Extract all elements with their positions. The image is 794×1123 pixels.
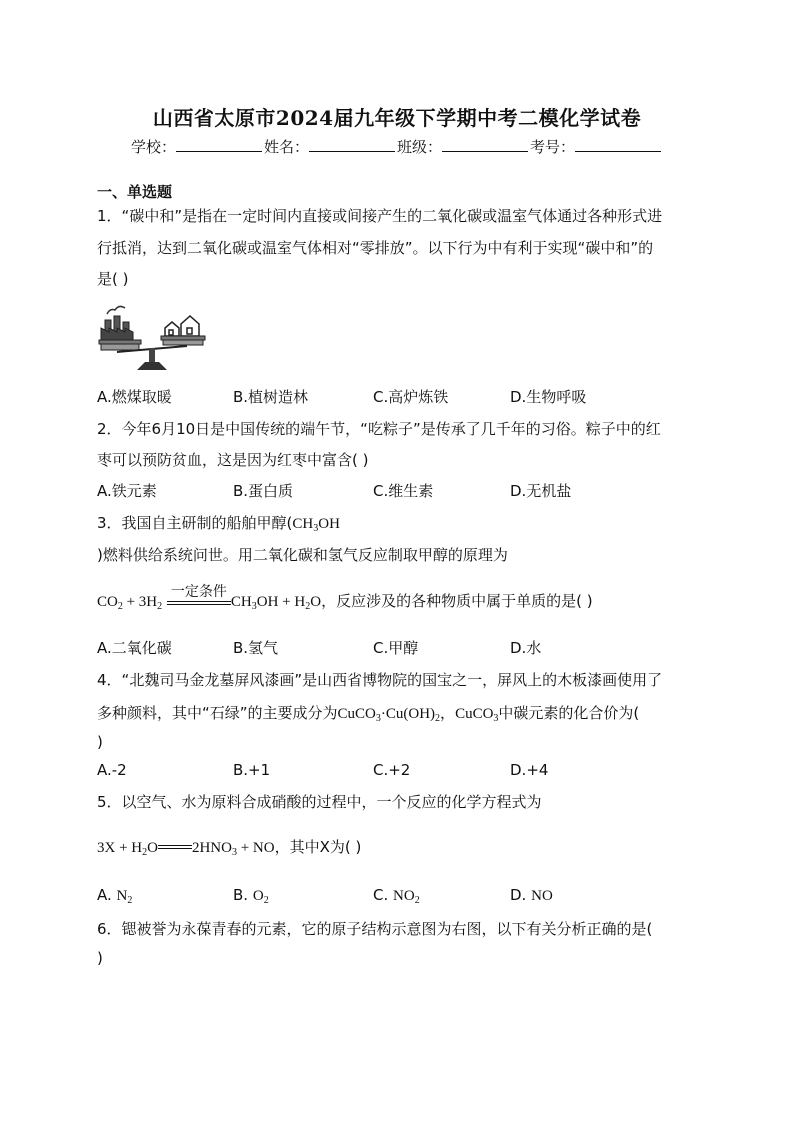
q1-option-d[interactable]: D.生物呼吸 xyxy=(510,388,587,406)
house-icon xyxy=(165,316,199,336)
q5-option-d-formula: NO xyxy=(531,888,553,904)
q1-line-2: 行抵消，达到二氧化碳或温室气体相对“零排放”。以下行为中有利于实现“碳中和”的 xyxy=(97,239,654,257)
reaction-condition: 一定条件 xyxy=(170,583,227,600)
reaction-arrow xyxy=(167,583,231,609)
q2-option-c[interactable]: C.维生素 xyxy=(373,482,434,500)
q4-option-c[interactable]: C.+2 xyxy=(373,761,411,779)
malachite-formula: $CuCO_3\cdot Cu(OH)_2$ xyxy=(337,706,441,724)
q1-line-1: 1．“碳中和”是指在一定时间内直接或间接产生的二氧化碳或温室气体通过各种形式进 xyxy=(97,207,663,225)
school-label: 学校： xyxy=(130,138,176,156)
q3-equation-line xyxy=(97,583,593,612)
q2-option-d[interactable]: D.无机盐 xyxy=(510,482,572,500)
q5-option-c-label: C. xyxy=(373,886,389,904)
class-blank[interactable] xyxy=(442,137,528,152)
q5-option-d-label: D. xyxy=(510,886,527,904)
school-blank[interactable] xyxy=(176,137,262,152)
q5-reactants: $3X + H_2O$ xyxy=(97,840,158,858)
q1-option-c[interactable]: C.高炉炼铁 xyxy=(373,388,449,406)
equation-sign xyxy=(158,843,192,853)
q2-line-2: 枣可以预防贫血，这是因为红枣中富含( ) xyxy=(97,451,369,469)
q5-option-a[interactable] xyxy=(97,886,132,905)
q3-option-a[interactable]: A.二氧化碳 xyxy=(97,639,172,657)
section-heading: 一、单选题 xyxy=(97,183,173,201)
q5-option-b-formula: $O_2$ xyxy=(252,888,269,906)
q1-option-b[interactable]: B.植树造林 xyxy=(233,388,309,406)
q2-option-b[interactable]: B.蛋白质 xyxy=(233,482,294,500)
q5-tail: ，其中X为( ) xyxy=(274,838,362,856)
q2-line-1: 2．今年6月10日是中国传统的端午节，“吃粽子”是传承了几千年的习俗。粽子中的红 xyxy=(97,420,661,438)
q4-comma: ， xyxy=(440,704,456,722)
page-title: 山西省太原市2024届九年级下学期中考二模化学试卷 xyxy=(152,106,642,130)
q5-equation-line xyxy=(97,836,361,857)
q4-line-1: 4．“北魏司马金龙墓屏风漆画”是山西省博物院的国宝之一，屏风上的木板漆画使用了 xyxy=(97,671,663,689)
q3-line-2: )燃料供给系统问世。用二氧化碳和氢气反应制取甲醇的原理为 xyxy=(97,546,508,564)
number-label: 考号： xyxy=(530,138,576,156)
q3-option-d[interactable]: D.水 xyxy=(510,639,542,657)
q5-option-d[interactable] xyxy=(510,886,553,905)
q3-tail: ，反应涉及的各种物质中属于单质的是( ) xyxy=(321,592,593,610)
methanol-formula: $CH_3OH$ xyxy=(292,516,340,534)
class-label: 班级： xyxy=(397,138,443,156)
q5-option-b-label: B. xyxy=(233,886,249,904)
q3-reactants: $CO_2 + 3H_2$ xyxy=(97,594,163,612)
factory-icon xyxy=(101,306,133,340)
q4-line-2-tail: 中碳元素的化合价为( xyxy=(498,704,640,722)
q3-line-1-text: 3．我国自主研制的船舶甲醇( xyxy=(97,514,293,532)
name-label: 姓名： xyxy=(263,138,309,156)
q4-line-3: ) xyxy=(97,733,103,751)
q3-option-c[interactable]: C.甲醇 xyxy=(373,639,419,657)
q6-line-2: ) xyxy=(97,949,103,967)
q5-line-1: 5．以空气、水为原料合成硝酸的过程中，一个反应的化学方程式为 xyxy=(97,793,542,811)
q6-line-1: 6．锶被誉为永葆青春的元素，它的原子结构示意图为右图，以下有关分析正确的是( xyxy=(97,920,653,938)
q2-option-a[interactable]: A.铁元素 xyxy=(97,482,157,500)
q4-option-b[interactable]: B.+1 xyxy=(233,761,271,779)
q3-products: $CH_3OH + H_2O$ xyxy=(230,594,322,612)
q1-option-a[interactable]: A.燃煤取暖 xyxy=(97,388,172,406)
q5-option-a-formula: $N_2$ xyxy=(116,888,133,906)
q3-option-b[interactable]: B.氢气 xyxy=(233,639,279,657)
carbon-balance-illustration xyxy=(97,302,213,372)
name-blank[interactable] xyxy=(309,137,395,152)
q5-option-b[interactable] xyxy=(233,886,269,905)
student-info-row xyxy=(0,136,794,157)
q5-option-a-label: A. xyxy=(97,886,112,904)
q4-option-a[interactable]: A.-2 xyxy=(97,761,127,779)
q4-option-d[interactable]: D.+4 xyxy=(510,761,549,779)
q1-line-3: 是( ) xyxy=(97,270,129,288)
q5-products: $2HNO_3$ + NO xyxy=(191,840,275,858)
q4-line-2-text: 多种颜料，其中“石绿”的主要成分为 xyxy=(97,704,338,722)
q5-option-c[interactable] xyxy=(373,886,420,905)
q5-option-c-formula: $NO_2$ xyxy=(393,888,420,906)
q4-line-2 xyxy=(97,702,639,723)
q3-line-1 xyxy=(97,512,340,533)
number-blank[interactable] xyxy=(575,137,661,152)
cuco3-formula: CuCO$_3$ xyxy=(455,706,499,724)
